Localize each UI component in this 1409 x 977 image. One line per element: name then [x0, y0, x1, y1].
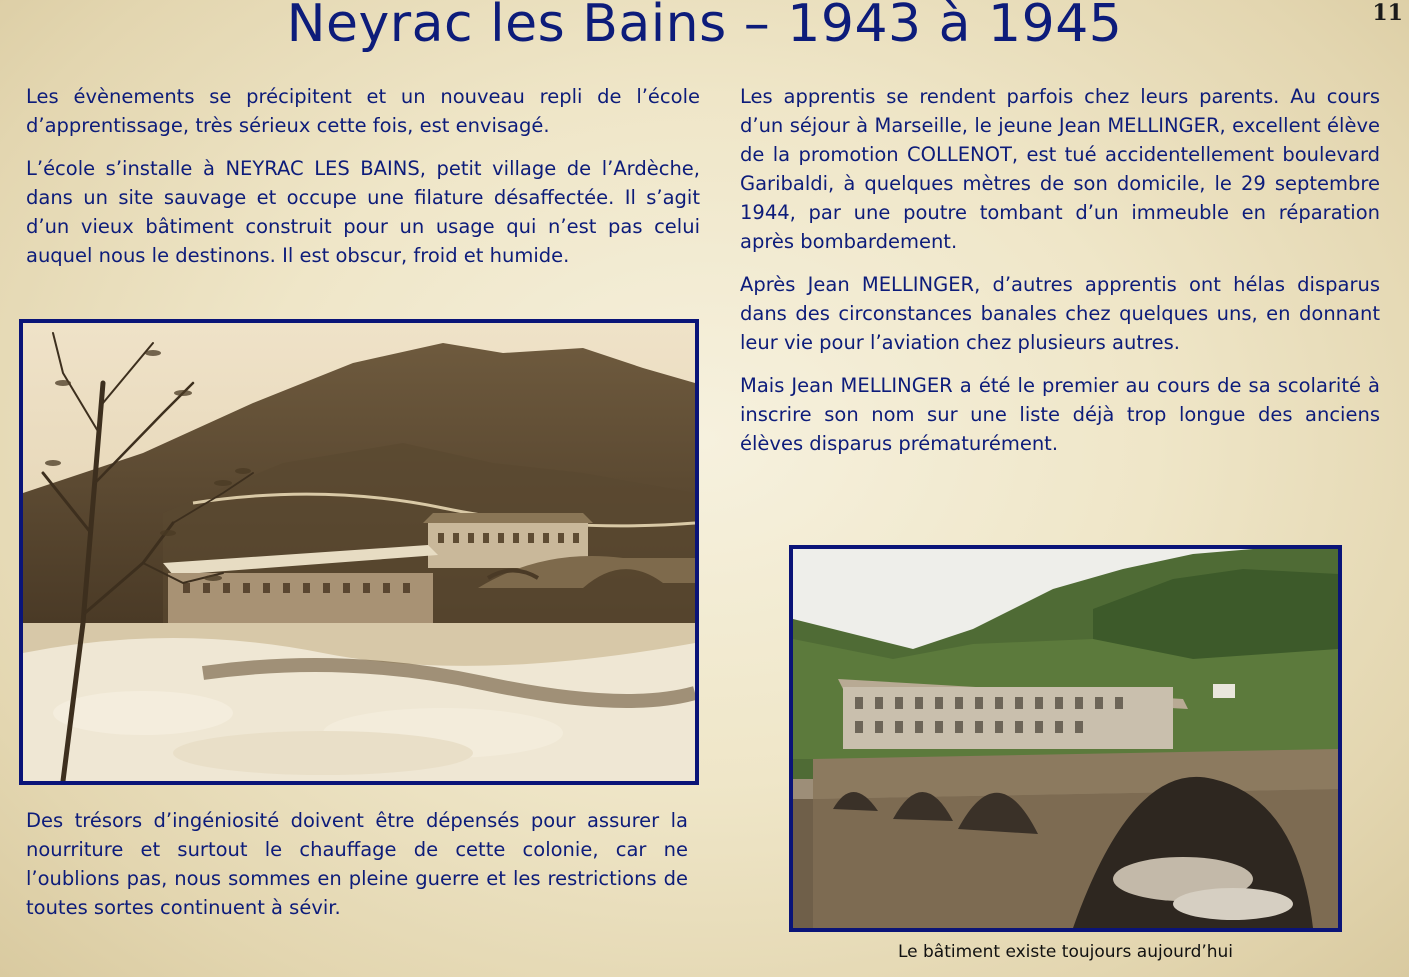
bottom-left-text: [26, 806, 688, 936]
paragraph: Les évènements se précipitent et un nouveau repli de l’école d’apprentissage, très sérieux cette fois, est envisagé.: [26, 85, 700, 137]
page-number: 11: [1372, 0, 1403, 26]
paragraph: Mais Jean MELLINGER a été le premier au cours de sa scolarité à inscrire son nom sur une liste déjà trop longue des anciens élèves disparus prématurément.: [740, 374, 1380, 455]
paragraph: Après Jean MELLINGER, d’autres apprentis ont hélas disparus dans des circonstances banales chez quelques uns, en donnant leur vie pour l’aviation chez plusieurs autres.: [740, 273, 1380, 354]
historic-photo-illustration: [23, 323, 695, 781]
historic-photo-neyrac: [19, 319, 699, 785]
page-title: Neyrac les Bains – 1943 à 1945: [286, 0, 1123, 54]
paragraph: Les apprentis se rendent parfois chez leurs parents. Au cours d’un séjour à Marseille, le jeune Jean MELLINGER, excellent élève de la promotion COLLENOT, est tué accidentellement boulevard Garibaldi, à quelques mètres de son domicile, le 29 septembre 1944, par une poutre tombant d’un immeuble en réparation après bombardement.: [740, 85, 1380, 253]
paragraph: Des trésors d’ingéniosité doivent être dépensés pour assurer la nourriture et surtout le chauffage de cette colonie, car ne l’oublions pas, nous sommes en pleine guerre et les restrictions de toutes sortes continuent à sévir.: [26, 809, 688, 919]
paragraph: L’école s’installe à NEYRAC LES BAINS, petit village de l’Ardèche, dans un site sauvage et occupe une filature désaffectée. Il s’agit d’un vieux bâtiment construit pour un usage qui n’est pas celui auquel nous le destinons. Il est obscur, froid et humide.: [26, 157, 700, 267]
modern-photo-illustration: [793, 549, 1338, 928]
photo-caption: Le bâtiment existe toujours aujourd’hui: [897, 942, 1234, 962]
modern-photo-neyrac: [789, 545, 1342, 932]
left-column-text: [26, 82, 700, 284]
right-column-text: [740, 82, 1380, 472]
